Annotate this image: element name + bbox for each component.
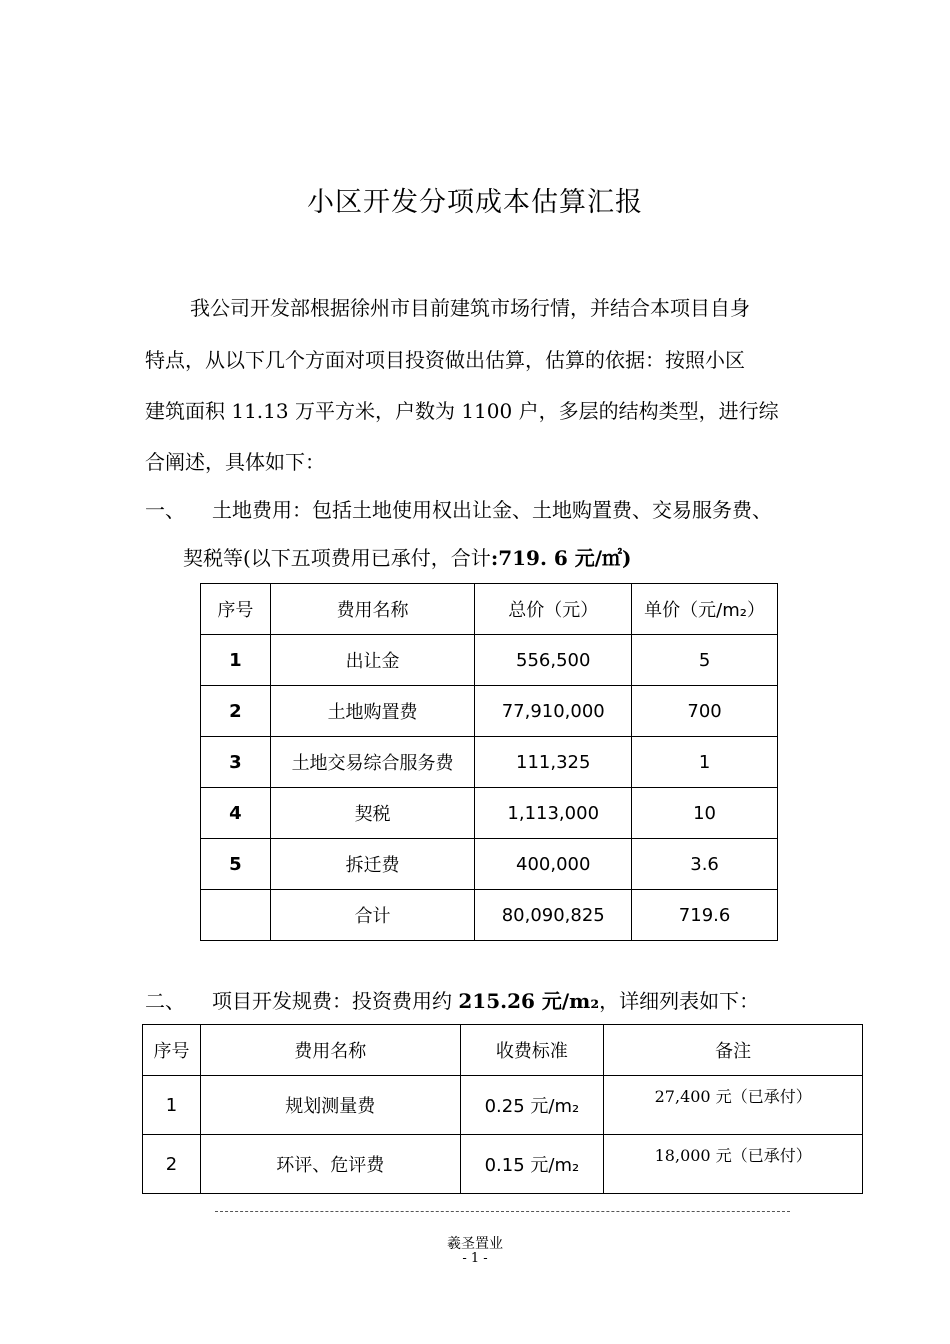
table-row	[201, 788, 778, 839]
table-row	[201, 635, 778, 686]
cost-name: 拆迁费	[270, 839, 474, 890]
footer-page-number: - 1 -	[462, 1251, 488, 1266]
row-number: 1	[143, 1076, 201, 1135]
section2-number: 二、	[145, 989, 185, 1013]
section1-subheading	[183, 542, 632, 571]
table-header-row	[201, 584, 778, 635]
land-cost-table	[200, 583, 778, 941]
header-cell: 总价（元）	[475, 584, 632, 635]
section2-heading	[212, 985, 759, 1014]
development-fee-table	[142, 1024, 863, 1194]
total-price: 80,090,825	[475, 890, 632, 941]
section2-heading-prefix: 项目开发规费：投资费用约	[212, 989, 459, 1013]
unit-price: 719.6	[632, 890, 778, 941]
section1-subheading-total: :719. 6 元/㎡)	[490, 546, 632, 570]
section1-number: 一、	[145, 498, 185, 522]
intro-line-2: 特点，从以下几个方面对项目投资做出估算，估算的依据：按照小区	[145, 348, 745, 372]
row-number: 4	[201, 788, 271, 839]
section2-heading-suffix: ，详细列表如下：	[599, 989, 760, 1013]
row-number: 1	[201, 635, 271, 686]
fee-name: 规划测量费	[200, 1076, 460, 1135]
page-title: 小区开发分项成本估算汇报	[307, 187, 643, 218]
footer-divider	[215, 1211, 790, 1212]
row-number: 2	[201, 686, 271, 737]
total-price: 111,325	[475, 737, 632, 788]
unit-price: 700	[632, 686, 778, 737]
table-row	[143, 1135, 863, 1194]
row-number: 5	[201, 839, 271, 890]
unit-price: 5	[632, 635, 778, 686]
cost-name: 土地交易综合服务费	[270, 737, 474, 788]
header-cell: 单价（元/m₂）	[632, 584, 778, 635]
total-price: 400,000	[475, 839, 632, 890]
header-cell: 序号	[201, 584, 271, 635]
cost-name: 合计	[270, 890, 474, 941]
header-cell: 备注	[604, 1025, 863, 1076]
fee-standard: 0.15 元/m₂	[460, 1135, 604, 1194]
intro-line-4: 合阐述，具体如下：	[145, 450, 325, 474]
unit-price: 3.6	[632, 839, 778, 890]
section1-heading: 土地费用：包括土地使用权出让金、土地购置费、交易服务费、	[212, 498, 772, 522]
header-cell: 收费标准	[460, 1025, 604, 1076]
fee-standard: 0.25 元/m₂	[460, 1076, 604, 1135]
intro-line-1: 我公司开发部根据徐州市目前建筑市场行情，并结合本项目自身	[190, 296, 750, 320]
table-total-row	[201, 890, 778, 941]
fee-name: 环评、危评费	[200, 1135, 460, 1194]
total-price: 556,500	[475, 635, 632, 686]
intro-line-3: 建筑面积 11.13 万平方米，户数为 1100 户，多层的结构类型，进行综	[145, 399, 779, 423]
cost-name: 出让金	[270, 635, 474, 686]
header-cell: 费用名称	[200, 1025, 460, 1076]
section2-heading-value: 215.26 元/m₂	[458, 989, 600, 1013]
cost-name: 契税	[270, 788, 474, 839]
fee-remark: 27,400 元（已承付）	[604, 1076, 863, 1135]
table-header-row	[143, 1025, 863, 1076]
table-row	[201, 737, 778, 788]
fee-remark: 18,000 元（已承付）	[604, 1135, 863, 1194]
footer-company: 羲圣置业	[447, 1236, 503, 1252]
table-row	[201, 839, 778, 890]
table-row	[143, 1076, 863, 1135]
unit-price: 10	[632, 788, 778, 839]
row-number: 3	[201, 737, 271, 788]
total-price: 1,113,000	[475, 788, 632, 839]
row-number	[201, 890, 271, 941]
header-cell: 序号	[143, 1025, 201, 1076]
total-price: 77,910,000	[475, 686, 632, 737]
header-cell: 费用名称	[270, 584, 474, 635]
row-number: 2	[143, 1135, 201, 1194]
table-row	[201, 686, 778, 737]
cost-name: 土地购置费	[270, 686, 474, 737]
unit-price: 1	[632, 737, 778, 788]
section1-subheading-prefix: 契税等(以下五项费用已承付，合计	[183, 546, 491, 570]
